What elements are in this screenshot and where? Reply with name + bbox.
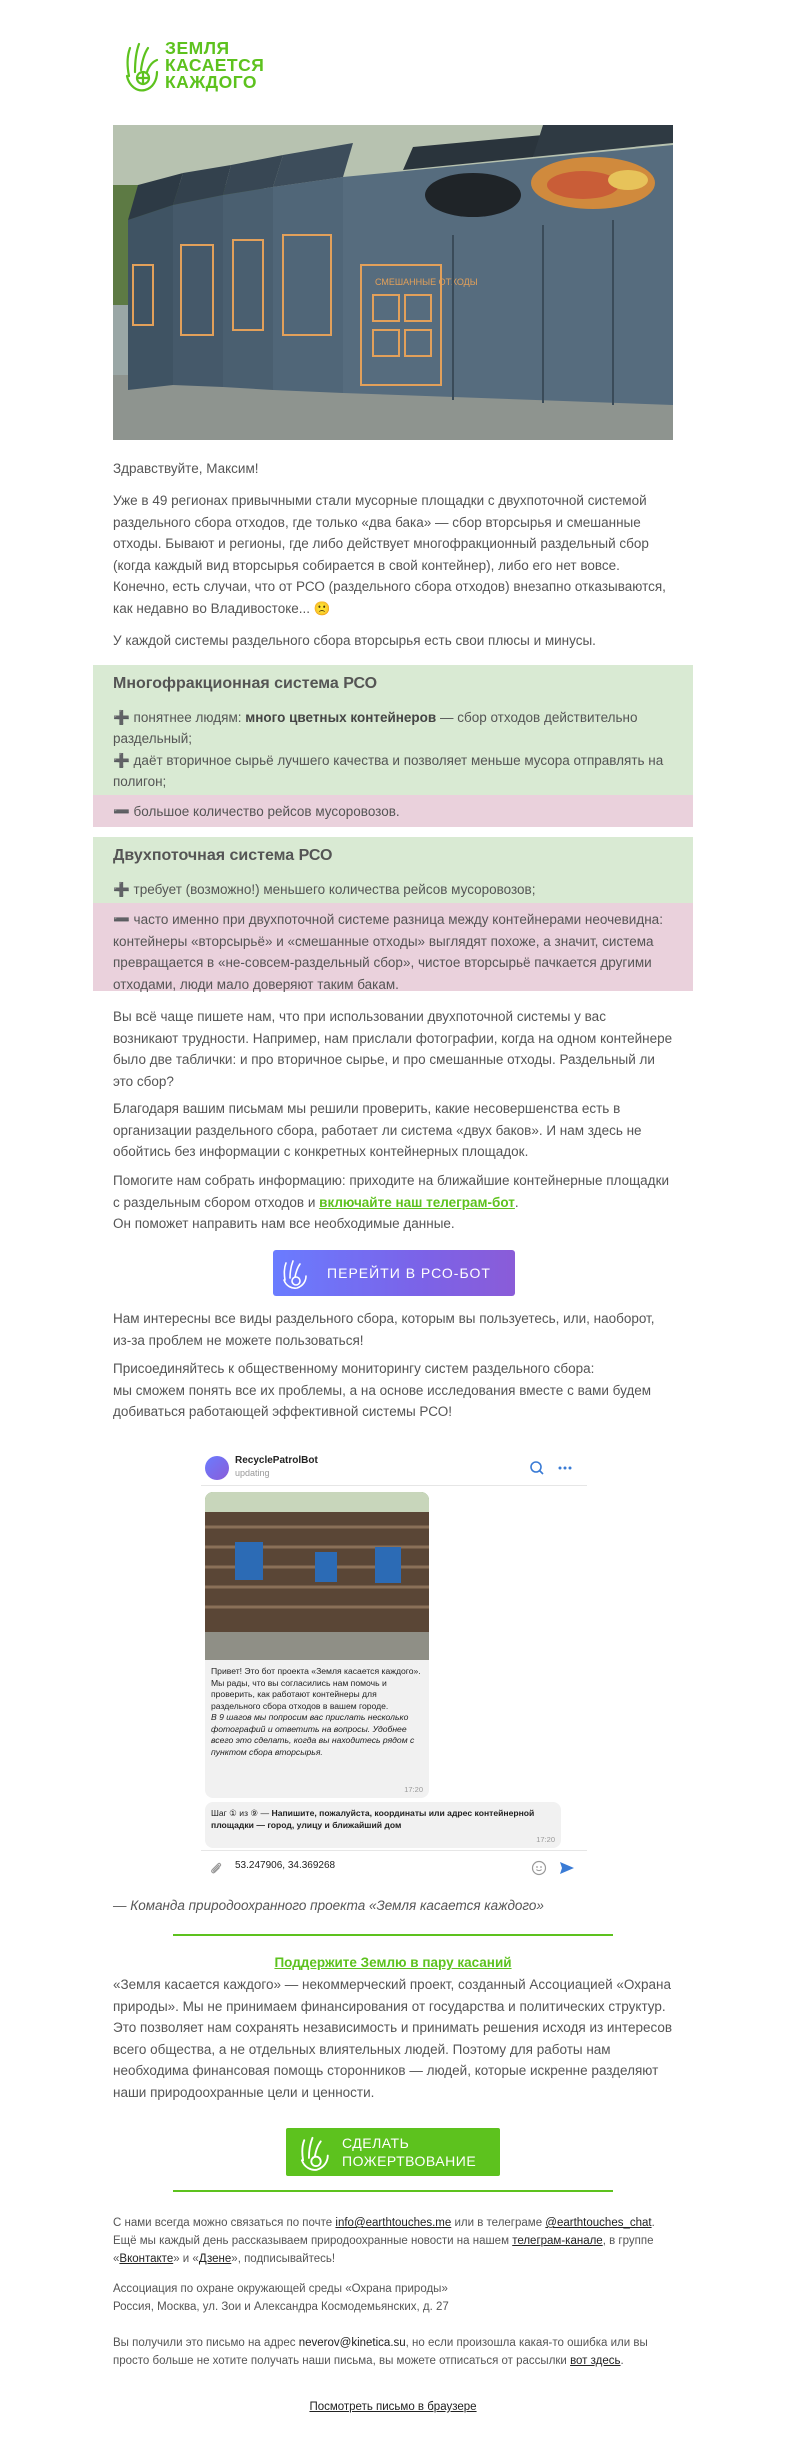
more-icon[interactable]: [557, 1460, 573, 1476]
donate-label: СДЕЛАТЬ ПОЖЕРТВОВАНИЕ: [342, 2135, 477, 2169]
divider-bottom: [173, 2190, 613, 2192]
multifraction-plus-1: ➕ понятнее людям: много цветных контейнеров — сбор отходов действительно раздельный;: [113, 709, 638, 747]
pros-cons-intro: У каждой системы раздельного сбора вторсырья есть свои плюсы и минусы.: [113, 633, 596, 648]
bot-status: updating: [235, 1468, 270, 1478]
multifraction-section: [93, 665, 693, 795]
hero-image: [113, 125, 673, 440]
go-to-bot-label: ПЕРЕЙТИ В РСО-БОТ: [327, 1264, 491, 1281]
view-in-browser-link[interactable]: Посмотреть письмо в браузере: [309, 2401, 477, 2413]
hand-leaf-icon: [279, 1256, 313, 1290]
go-to-bot-button[interactable]: [273, 1250, 515, 1296]
bot-message-2: Шаг ① из ⑨ — Напишите, пожалуйста, координаты или адрес контейнерной площадки — город, улицу и ближайший дом 17:20: [205, 1802, 561, 1848]
footer-contacts: С нами всегда можно связаться по почте info@earthtouches.me или в телеграме @earthtouches_chat. Ещё мы каждый день рассказываем природоохранные новости на нашем телеграм-канале, в группе «Вконтакте» и «Дзене», подписывайтесь!: [113, 2217, 655, 2265]
footer-browser: [113, 2398, 673, 2416]
donate-button[interactable]: [286, 2128, 500, 2176]
search-icon[interactable]: [529, 1460, 545, 1476]
email-link[interactable]: info@earthtouches.me: [335, 2217, 452, 2229]
intro-paragraph: Уже в 49 регионах привычными стали мусорные площадки с двухпоточной системой раздельного сбора отходов, где только «два бака» — сбор вторсырья и смешанные отходы. Бывают и регионы, где либо действует многофракционный раздельный сбор (когда каждый вид вторсырья собирается в свой контейнер), либо его нет вовсе. Конечно, есть случаи, что от РСО (раздельного сбора отходов) внезапно отказываются, как недавно во Владивостоке... 🙁: [113, 493, 666, 616]
hand-leaf-icon: [296, 2132, 336, 2172]
chat-input-bar: [201, 1850, 587, 1884]
telegram-channel-link[interactable]: телеграм-канале: [512, 2235, 603, 2247]
support-title: [113, 1952, 673, 1974]
vk-link[interactable]: Вконтакте: [119, 2253, 174, 2265]
send-icon[interactable]: [559, 1860, 575, 1876]
paragraph-2: Благодаря вашим письмам мы решили проверить, какие несовершенства есть в организации раздельного сбора, работает ли система «двух баков». И нам здесь не обойтись без информации с конкретных контейнерных площадок.: [113, 1101, 642, 1160]
dual-title: Двухпоточная система РСО: [113, 847, 333, 864]
telegram-bot-screenshot: [201, 1450, 587, 1850]
recipient-email: neverov@kinetica.su: [298, 2337, 406, 2349]
dzen-link[interactable]: Дзене: [198, 2253, 232, 2265]
dual-section: [93, 837, 693, 903]
multifraction-minus-1: ➖ большое количество рейсов мусоровозов.: [93, 795, 693, 827]
paragraph-1: Вы всё чаще пишете нам, что при использовании двухпоточной системы у вас возникают трудности. Например, нам прислали фотографии, когда на одном контейнере было две таблички: и про вторичное сырье, и про смешанные отходы. Раздельный ли это сбор?: [113, 1009, 673, 1089]
chat-header: [201, 1450, 587, 1486]
telegram-chat-link[interactable]: @earthtouches_chat: [545, 2217, 652, 2229]
emoji-icon[interactable]: [531, 1860, 547, 1876]
support-text: «Земля касается каждого» — некоммерческий проект, созданный Ассоциацией «Охрана природы». Мы не принимаем финансирования от государства и политических структур. Это позволяет нам сохранять независимость и принимать решения исходя из интересов всего общества, а не отдельных влиятельных людей. Поэтому для работы нам необходима финансовая помощь сторонников — людей, которые искренне разделяют наши природоохранные цели и ценности.: [113, 1977, 673, 2100]
chat-message-input[interactable]: 53.247906, 34.369268: [235, 1860, 336, 1871]
brand-logo[interactable]: [121, 36, 291, 100]
divider-top: [173, 1934, 613, 1936]
hand-leaf-logo-icon: [121, 36, 165, 96]
paragraph-5: Присоединяйтесь к общественному мониторингу систем раздельного сбора: мы сможем понять все их проблемы, а на основе исследования вместе с вами будем добиваться работающей эффективной системы РСО!: [113, 1361, 652, 1420]
attach-icon[interactable]: [209, 1861, 223, 1875]
footer-unsubscribe: Вы получили это письмо на адрес neverov@kinetica.su, но если произошла какая-то ошибка или вы просто больше не хотите получать наши письма, вы можете отписаться от рассылки вот здесь.: [113, 2337, 648, 2367]
telegram-bot-link[interactable]: включайте наш телеграм-бот: [319, 1194, 515, 1210]
bot-name: RecyclePatrolBot: [235, 1455, 318, 1466]
dual-plus-1: ➕ требует (возможно!) меньшего количества рейсов мусоровозов;: [113, 881, 536, 897]
bot-message-1: Привет! Это бот проекта «Земля касается каждого». Мы рады, что вы согласились нам помочь и проверить, как работают контейнеры для раздельного сбора отходов в вашем городе. В 9 шагов мы попросим вас прислать несколько фотографий и ответить на вопросы. Удобнее всего это сделать, когда вы находитесь рядом с пунктом сбора вторсырья. 17:20: [205, 1660, 429, 1798]
dual-minus-1: ➖ часто именно при двухпоточной системе разница между контейнерами неочевидна: контейнеры «вторсырьё» и «смешанные отходы» выглядят похоже, а значит, система превращается в «не-совсем-раздельный сбор», чистое вторсырьё пачкается другими отходами, люди мало доверяют таким бакам.: [93, 903, 693, 991]
unsubscribe-link[interactable]: вот здесь: [570, 2355, 621, 2367]
greeting: Здравствуйте, Максим!: [113, 461, 259, 476]
support-title-link[interactable]: Поддержите Землю в пару касаний: [274, 1955, 512, 1970]
paragraph-3: Помогите нам собрать информацию: приходите на ближайшие контейнерные площадки с раздельным сбором отходов и включайте наш телеграм-бот. Он поможет направить нам все необходимые данные.: [113, 1173, 670, 1232]
hero-label: СМЕШАННЫЕ ОТХОДЫ: [375, 277, 478, 287]
multifraction-title: Многофракционная система РСО: [113, 675, 378, 692]
footer-organization: Ассоциация по охране окружающей среды «Охрана природы» Россия, Москва, ул. Зои и Александра Космодемьянских, д. 27: [113, 2283, 449, 2313]
bot-avatar: [205, 1456, 229, 1480]
logo-text: ЗЕМЛЯ КАСАЕТСЯ КАЖДОГО: [165, 38, 265, 92]
paragraph-4: Нам интересны все виды раздельного сбора, которым вы пользуетесь, или, наоборот, из-за проблем не можете пользоваться!: [113, 1311, 655, 1348]
chat-photo: [205, 1492, 429, 1660]
multifraction-plus-2: ➕ даёт вторичное сырьё лучшего качества и позволяет меньше мусора отправлять на полигон;: [113, 752, 664, 790]
team-signature: — Команда природоохранного проекта «Земля касается каждого»: [113, 1898, 544, 1913]
